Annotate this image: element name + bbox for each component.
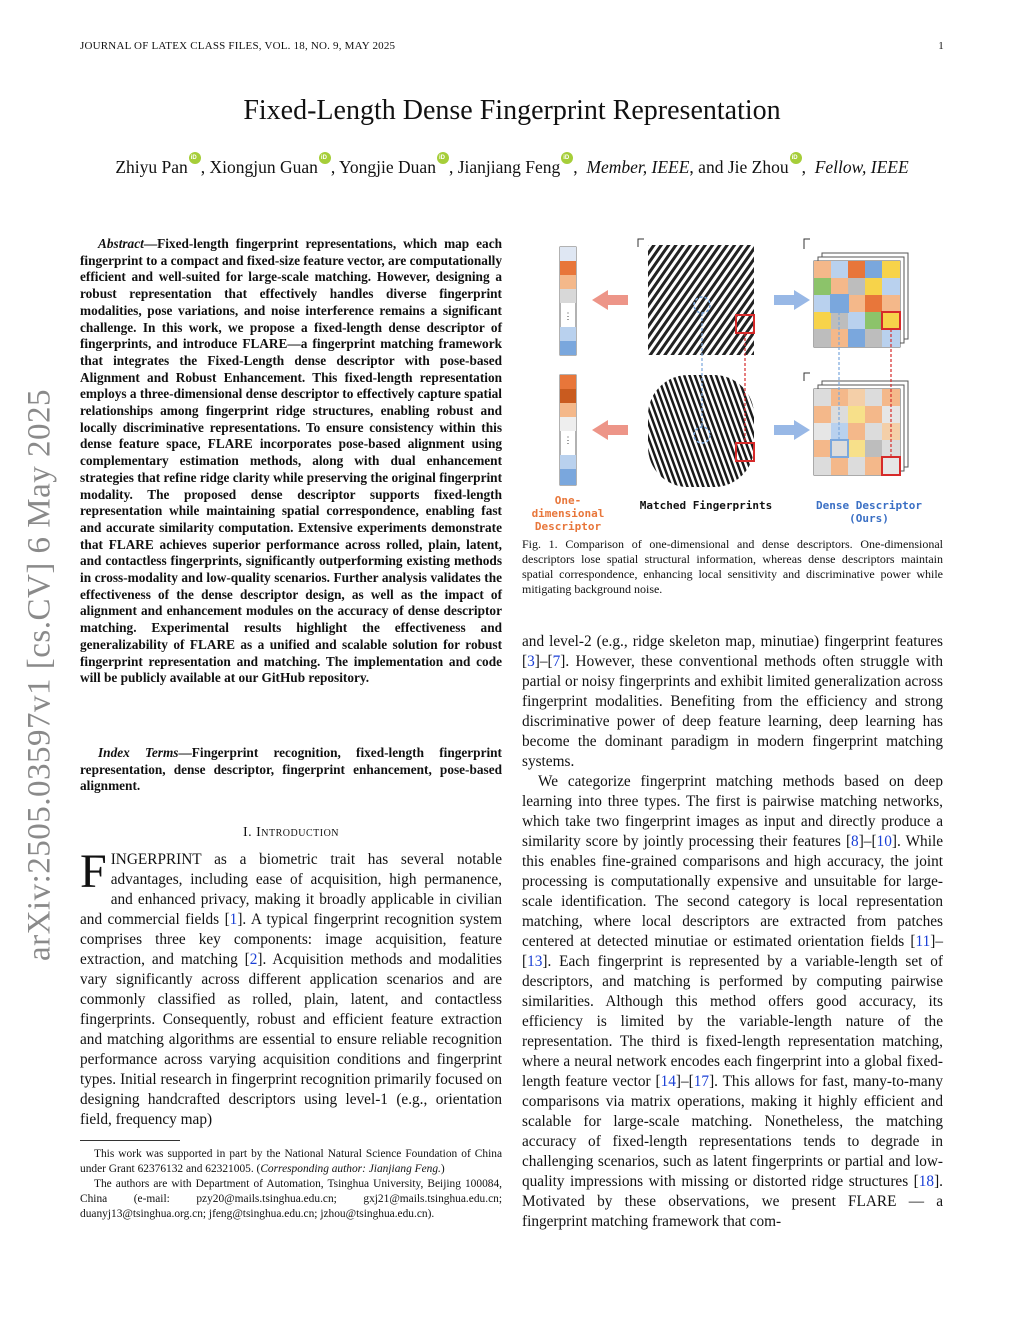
intro-text: ]. Acquisition methods and modalities vary significantly across different application scenarios and are commonly classified as rolled, plain, latent, and contactless fingerprints. Consequently, robust and efficient feature extraction and matching algorithms are essential to ensure reliable recognition performance across varying acquisition conditions and fingerprint types. Initial research in fingerprint recognition primarily focused on designing handcrafted descriptors using level-1 (e.g., orientation field, frequency map)	[80, 951, 502, 1128]
paragraph	[522, 632, 943, 772]
orcid-icon[interactable]	[790, 152, 802, 164]
footnotes	[80, 1140, 502, 1222]
citation-link[interactable]: 8	[851, 833, 859, 850]
abstract-label: Abstract	[98, 236, 144, 251]
intro-paragraph	[80, 845, 502, 1130]
abstract	[80, 236, 502, 687]
body-text: ]. However, these conventional methods often struggle with partial or noisy fingerprints and exhibit limited generalization across fingerprint modalities. Benefiting from the efficiency and strong discriminative power of deep feature learning, deep learning has become the dominant paradigm in modern fingerprint matching systems.	[522, 653, 943, 770]
orcid-icon[interactable]	[437, 152, 449, 164]
intro-text: INGERPRINT as a biometric trait has several notable advantages, including ease of acquisition, high permanence, and enhanced privacy, making it broadly applicable in civilian and commercial fields [	[80, 851, 502, 928]
label-matched-fingerprints: Matched Fingerprints	[639, 499, 773, 512]
figure-illustration	[520, 235, 944, 525]
author-name[interactable]: Zhiyu Pan	[115, 156, 188, 177]
orcid-icon[interactable]	[319, 152, 331, 164]
author-conjunction: , and	[689, 156, 728, 177]
citation-link[interactable]: 3	[527, 653, 535, 670]
body-text: ]. Motivated by these observations, we present FLARE — a fingerprint matching framework that com-	[522, 1173, 943, 1230]
drop-cap: F	[80, 845, 107, 898]
intro-text: ]. A typical fingerprint recognition system comprises three key components: image acquisition, feature extraction, and matching [	[80, 911, 502, 968]
author-name[interactable]: Yongjie Duan	[339, 156, 436, 177]
index-terms-text: —Fingerprint recognition, fixed-length fingerprint representation, dense descriptor, fingerprint enhancement, pose-based alignment.	[80, 745, 502, 794]
page-number: 1	[938, 40, 944, 52]
body-text: ]–[	[534, 653, 553, 670]
label-dense-descriptor: Dense Descriptor (Ours)	[816, 499, 922, 525]
paragraph	[522, 772, 943, 1232]
funding-footnote	[80, 1147, 502, 1177]
running-header	[80, 40, 944, 52]
arrow-right-icon	[774, 290, 810, 440]
author-list: Zhiyu PaniD , Xiongjun GuaniD , Yongjie DuaniD , Jianjiang FengiD , Member, IEEE, and Jie ZhouiD , Fellow, IEEE	[0, 154, 1024, 178]
one-dimensional-descriptor-top	[560, 247, 576, 355]
citation-link[interactable]: 7	[552, 653, 561, 670]
author-name[interactable]: Xiongjun Guan	[209, 156, 318, 177]
dense-descriptor-top	[804, 239, 908, 347]
body-text: ]. This allows for fast, many-to-many comparisons via matrix operations, making it highly efficient and scalable for large-scale matching. Nonetheless, the matching accuracy of fixed-length representations tends to degrade in challenging scenarios, such as latent fingerprints or partial and low-quality impressions with missing or distorted ridge structures [	[522, 1073, 943, 1190]
body-text: ]–[	[522, 933, 943, 970]
figure-caption: Fig. 1. Comparison of one-dimensional and dense descriptors. One-dimensional descriptors lose spatial structural information, whereas dense descriptors maintain spatial correspondence, enhancing local sensitivity and discriminative power while mitigating background noise.	[522, 537, 943, 596]
body-text: ]. While this enables fine-grained comparisons and high accuracy, the joint processing is computationally expensive and unsuitable for large-scale identification. The second category is local representation matching, where local descriptors are extracted from patches centered at detected minutiae or estimated orientation fields [	[522, 833, 943, 950]
journal-name: JOURNAL OF LATEX CLASS FILES, VOL. 18, NO. 9, MAY 2025	[80, 40, 396, 52]
abstract-text: —Fixed-length fingerprint representations, which map each fingerprint to a compact and fixed-size feature vector, are computationally efficient and well-suited for large-scale matching. However, designing a robust representation that effectively handles diverse fingerprint modalities, pose variations, and noise interference remains a significant challenge. In this work, we propose a fixed-length dense descriptor of fingerprints, and introduce FLARE—a fingerprint matching framework that integrates the Fixed-Length dense descriptor with pose-based Alignment and Robust Enhancement. This fixed-length representation employs a three-dimensional dense descriptor to effectively capture spatial relationships among fingerprint ridge structures, enabling robust and locally discriminative representations. To ensure consistency within this dense feature space, FLARE incorporates pose-based alignment using complementary estimation methods, along with dual enhancement strategies that refine ridge clarity while preserving the original fingerprint modality. The proposed dense descriptor supports fixed-length representation while maintaining spatial correspondence, enabling fast and accurate similarity computation. Extensive experiments demonstrate that FLARE achieves superior performance across rolled, plain, latent, and contactless fingerprints, significantly outperforming existing methods in cross-modality and low-quality scenarios. Further analysis validates the effectiveness of the dense descriptor design, as well as the impact of alignment and enhancement modules on the accuracy of dense descriptor matching. Experimental results highlight the effectiveness and generalizability of FLARE as a unified and scalable solution for robust fingerprint representation and matching. The implementation and code will be publicly available at our GitHub repository.	[80, 236, 502, 686]
citation-link[interactable]: 10	[876, 833, 892, 850]
svg-text:⋮: ⋮	[563, 435, 573, 445]
svg-text:⋮: ⋮	[563, 311, 573, 321]
footnote-text: This work was supported in part by the National Natural Science Foundation of China under Grant 62376132 and 62321005. (	[80, 1148, 502, 1175]
section-heading	[80, 825, 502, 841]
citation-link[interactable]: 13	[527, 953, 543, 970]
body-text: ]–[	[675, 1073, 694, 1090]
orcid-icon[interactable]	[189, 152, 201, 164]
paper-title: Fixed-Length Dense Fingerprint Representation	[243, 95, 781, 126]
author-role: Fellow, IEEE	[814, 156, 909, 177]
body-text: ]–[	[858, 833, 877, 850]
section-title: Introduction	[256, 825, 340, 840]
orcid-icon[interactable]	[561, 152, 573, 164]
author-name[interactable]: Jie Zhou	[727, 156, 789, 177]
one-dimensional-descriptor-bottom	[560, 375, 576, 485]
footnote-text: )	[440, 1163, 445, 1175]
body-text: and level-2 (e.g., ridge skeleton map, minutiae) fingerprint features [	[522, 633, 943, 670]
citation-link[interactable]: 2	[249, 951, 258, 968]
body-text: We categorize fingerprint matching methods based on deep learning into three types. The first is pairwise matching networks, which take two fingerprint images as input and directly produce a similarity score by jointly processing their features [	[522, 773, 943, 850]
figure-1	[520, 235, 944, 533]
right-column-body	[522, 632, 943, 1232]
citation-link[interactable]: 14	[660, 1073, 676, 1090]
label-one-dimensional-descriptor: One-dimensional Descriptor	[531, 494, 605, 533]
arrow-left-icon	[592, 290, 628, 440]
citation-link[interactable]: 11	[915, 933, 931, 950]
affiliation-footnote: The authors are with Department of Automation, Tsinghua University, Beijing 100084, China (e-mail: pzy20@mails.tsinghua.edu.cn; gxj21@mails.tsinghua.edu.cn; duanyj13@tsinghua.org.cn; jfeng@tsinghua.edu.cn; jzhou@tsinghua.edu.cn).	[80, 1178, 502, 1220]
body-text: ]. Each fingerprint is represented by a variable-length set of descriptors, and matching is performed by computing pairwise similarities. Although this method offers good accuracy, its efficiency is limited by the variable-length nature of the representation. The third is fixed-length representation matching, where a neural network encodes each fingerprint into a global fixed-length feature vector [	[522, 953, 943, 1090]
arxiv-id-text: arXiv:2505.03597v1 [cs.CV] 6 May 2025	[21, 388, 58, 962]
citation-link[interactable]: 1	[229, 911, 238, 928]
section-number: I.	[242, 825, 253, 840]
arxiv-identifier[interactable]	[22, 385, 58, 965]
index-terms	[80, 745, 502, 795]
index-terms-label: Index Terms	[98, 745, 179, 760]
author-role: Member, IEEE	[586, 156, 690, 177]
citation-link[interactable]: 18	[918, 1173, 935, 1190]
author-name[interactable]: Jianjiang Feng	[457, 156, 561, 177]
footnote-separator	[80, 1140, 180, 1141]
corresponding-author: Corresponding author: Jianjiang Feng.	[260, 1163, 441, 1175]
fingerprint-image-top	[638, 239, 754, 355]
citation-link[interactable]: 17	[693, 1073, 710, 1090]
